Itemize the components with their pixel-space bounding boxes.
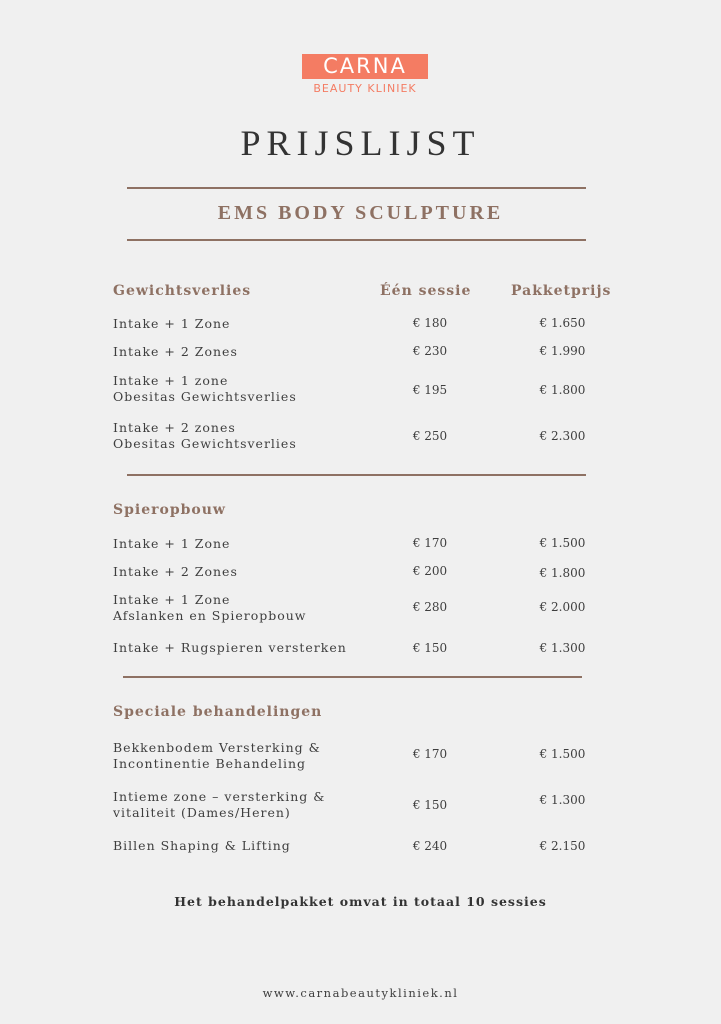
package-price: € 2.300	[539, 429, 586, 443]
section-heading: Speciale behandelingen	[113, 704, 323, 720]
treatment-name: Intake + 1 Zone	[113, 536, 231, 551]
single-price: € 150	[412, 641, 448, 655]
treatment-name: Intake + 1 zone	[113, 373, 229, 388]
treatment-name: Intake + 2 Zones	[113, 564, 238, 579]
logo-subtitle: BEAUTY KLINIEK	[313, 82, 417, 95]
single-price: € 250	[412, 429, 448, 443]
treatment-name-detail: Incontinentie Behandeling	[113, 756, 307, 771]
single-price: € 170	[412, 747, 448, 761]
package-price: € 1.650	[539, 316, 586, 330]
single-price: € 180	[412, 316, 448, 330]
website-link[interactable]: www.carnabeautykliniek.nl	[262, 986, 459, 1000]
page-title: PRIJSLIJST	[240, 123, 481, 163]
treatment-name: Intake + Rugspieren versterken	[113, 640, 347, 655]
section-heading: Spieropbouw	[113, 502, 226, 518]
package-price: € 1.990	[539, 344, 586, 358]
divider	[127, 187, 586, 189]
package-price: € 1.800	[539, 383, 586, 397]
logo: CARNA	[302, 54, 428, 79]
treatment-name: Billen Shaping & Lifting	[113, 838, 291, 853]
treatment-name: Intake + 1 Zone	[113, 316, 231, 331]
treatment-name-detail: Obesitas Gewichtsverlies	[113, 436, 297, 451]
single-price: € 200	[412, 564, 448, 578]
treatment-name: Intake + 2 Zones	[113, 344, 238, 359]
treatment-name: Intake + 2 zones	[113, 420, 236, 435]
package-price: € 1.300	[539, 793, 586, 807]
section-heading: Gewichtsverlies	[113, 283, 252, 299]
single-price: € 230	[412, 344, 448, 358]
single-price: € 280	[412, 600, 448, 614]
single-price: € 150	[412, 798, 448, 812]
treatment-name: Intake + 1 Zone	[113, 592, 231, 607]
single-price: € 240	[412, 839, 448, 853]
treatment-name-detail: Afslanken en Spieropbouw	[113, 608, 307, 623]
package-note: Het behandelpakket omvat in totaal 10 sessies	[174, 894, 547, 909]
divider	[123, 676, 582, 678]
package-price: € 2.150	[539, 839, 586, 853]
package-price: € 1.500	[539, 536, 586, 550]
single-price: € 170	[412, 536, 448, 550]
column-header-session: Één sessie	[380, 283, 472, 299]
section-subtitle: EMS BODY SCULPTURE	[217, 202, 504, 224]
package-price: € 1.500	[539, 747, 586, 761]
treatment-name: Bekkenbodem Versterking &	[113, 740, 321, 755]
single-price: € 195	[412, 383, 448, 397]
divider	[127, 239, 586, 241]
divider	[127, 474, 586, 476]
treatment-name: Intieme zone – versterking &	[113, 789, 326, 804]
package-price: € 2.000	[539, 600, 586, 614]
column-header-package: Pakketprijs	[511, 283, 612, 299]
treatment-name-detail: vitaliteit (Dames/Heren)	[113, 805, 291, 820]
treatment-name-detail: Obesitas Gewichtsverlies	[113, 389, 297, 404]
package-price: € 1.800	[539, 566, 586, 580]
package-price: € 1.300	[539, 641, 586, 655]
